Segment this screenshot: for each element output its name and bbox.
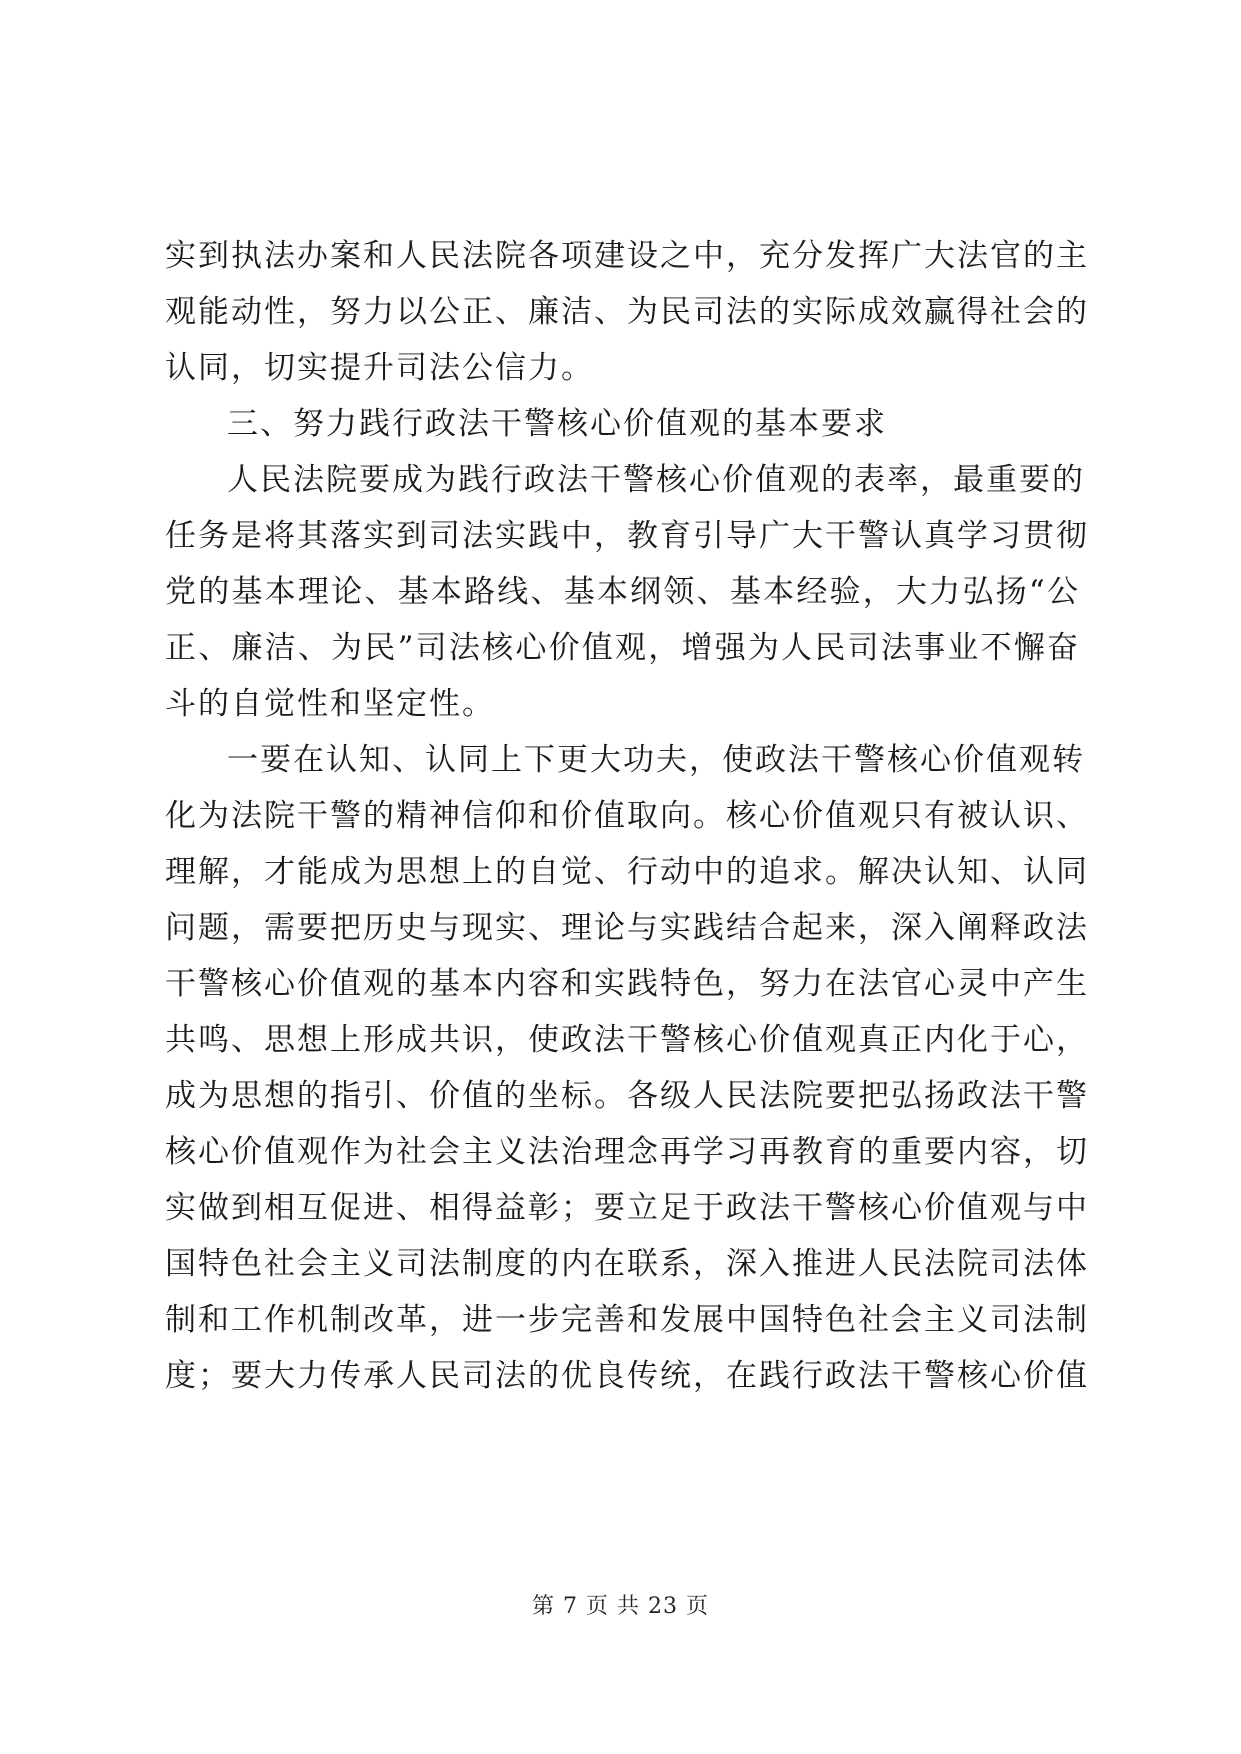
document-body (165, 228, 1089, 1404)
text-line: 正、廉洁、为民”司法核心价值观，增强为人民司法事业不懈奋 (165, 630, 1080, 666)
text-line: 干警核心价值观的基本内容和实践特色，努力在法官心灵中产生 (165, 966, 1089, 1002)
text-line: 制和工作机制改革，进一步完善和发展中国特色社会主义司法制 (165, 1302, 1089, 1338)
text-line: 任务是将其落实到司法实践中，教育引导广大干警认真学习贯彻 (165, 518, 1089, 554)
text-line: 人民法院要成为践行政法干警核心价值观的表率，最重要的 (227, 462, 1085, 498)
text-line: 共鸣、思想上形成共识，使政法干警核心价值观真正内化于心， (165, 1022, 1089, 1058)
text-line: 三、努力践行政法干警核心价值观的基本要求 (227, 406, 887, 442)
page-footer: 第 7 页 共 23 页 (532, 1594, 709, 1619)
text-line: 实到执法办案和人民法院各项建设之中，充分发挥广大法官的主 (165, 238, 1089, 274)
text-line: 认同，切实提升司法公信力。 (165, 350, 594, 386)
text-line: 化为法院干警的精神信仰和价值取向。核心价值观只有被认识、 (165, 798, 1089, 834)
text-line: 斗的自觉性和坚定性。 (165, 686, 495, 722)
text-line: 核心价值观作为社会主义法治理念再学习再教育的重要内容，切 (165, 1134, 1089, 1170)
text-line: 理解，才能成为思想上的自觉、行动中的追求。解决认知、认同 (165, 854, 1089, 890)
text-line: 问题，需要把历史与现实、理论与实践结合起来，深入阐释政法 (165, 910, 1089, 946)
text-line: 国特色社会主义司法制度的内在联系，深入推进人民法院司法体 (165, 1246, 1089, 1282)
text-line: 度；要大力传承人民司法的优良传统，在践行政法干警核心价值 (165, 1358, 1089, 1394)
text-line: 一要在认知、认同上下更大功夫，使政法干警核心价值观转 (227, 742, 1085, 778)
text-line: 实做到相互促进、相得益彰；要立足于政法干警核心价值观与中 (165, 1190, 1089, 1226)
text-line: 成为思想的指引、价值的坐标。各级人民法院要把弘扬政法干警 (165, 1078, 1089, 1114)
text-line: 观能动性，努力以公正、廉洁、为民司法的实际成效赢得社会的 (165, 294, 1089, 330)
text-line: 党的基本理论、基本路线、基本纲领、基本经验，大力弘扬“公 (165, 574, 1080, 610)
